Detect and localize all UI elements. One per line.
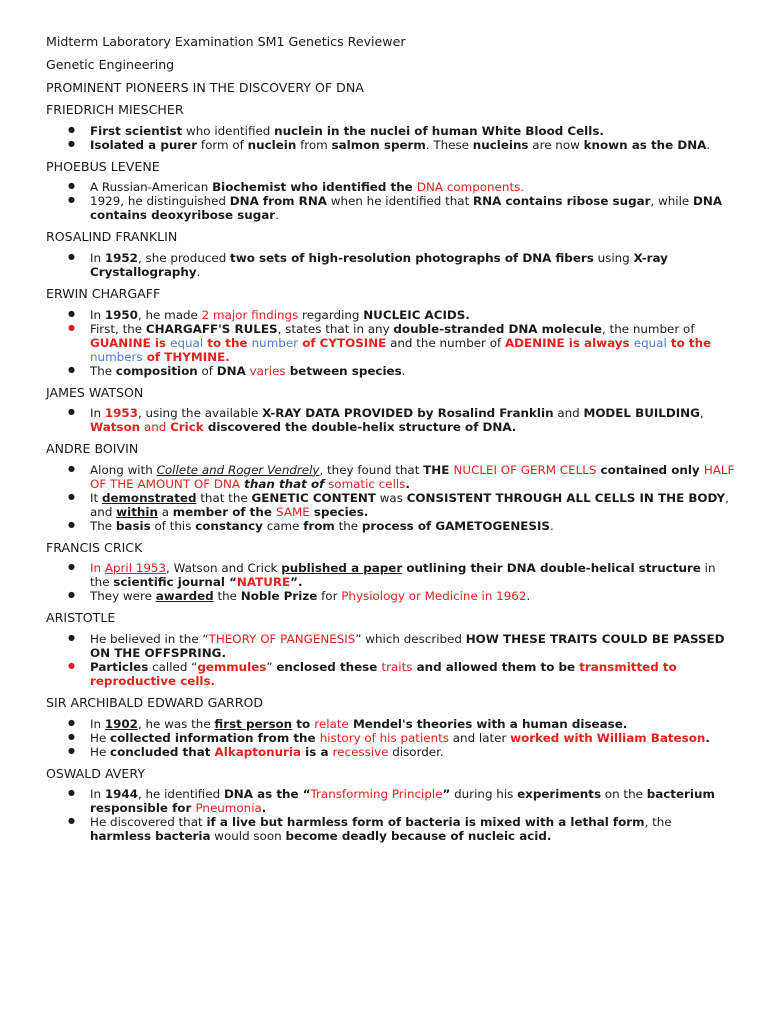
text-run: from [296,137,332,152]
text-run: are now [528,137,584,152]
text-run: species. [309,504,369,519]
pioneers-list [46,101,736,843]
text-run: . [705,730,710,745]
text-run: of CYTOSINE [298,335,387,350]
text-run: somatic cells [328,476,406,491]
text-run: was [375,490,407,505]
bullet-list [46,787,736,843]
text-run: gemmules [197,659,267,674]
text-run: of THYMINE. [142,349,230,364]
text-run: SAME [276,504,310,519]
text-run: nuclein [247,137,297,152]
text-run: the [334,518,362,533]
text-run: Alkaptonuria [214,744,302,759]
bullet-item [46,561,736,589]
text-run: came [262,518,304,533]
text-run: GUANINE is [90,335,171,350]
text-run: the [213,589,241,604]
bullet-item [46,745,736,759]
text-run: GENETIC CONTENT [251,490,376,505]
text-run: , the [644,815,672,830]
text-run: In [90,561,105,576]
text-run: In [90,307,105,322]
text-run: It [90,490,102,505]
text-run: THEORY OF PANGENESIS [208,631,356,646]
text-run: known as the DNA [583,137,707,152]
bullet-item [46,632,736,660]
bullet-list [46,308,736,378]
text-run: experiments [517,787,602,802]
text-run: scientific journal “ [113,575,237,590]
text-run: composition [115,363,198,378]
text-run: He discovered that [90,815,207,830]
text-run: called “ [148,659,198,674]
text-run: HALF OF THE AMOUNT OF DNA [90,462,735,491]
text-run: Biochemist who identified the [212,180,417,195]
text-run: for [317,589,342,604]
text-run: ” [442,787,451,802]
text-run: process of GAMETOGENESIS [361,518,550,533]
text-run: equal [633,335,667,350]
text-run: and the number of [386,335,505,350]
text-run: within [116,504,158,519]
text-run: in the [90,561,716,590]
bullet-item [46,138,736,152]
text-run: . [401,363,406,378]
document-page [46,33,736,849]
bullet-item [46,660,736,688]
text-run: if a live but harmless form of bacteria is mixed with a lethal form [206,815,645,830]
text-run: A Russian-American [90,180,213,195]
bullet-item [46,406,736,434]
text-run: The [90,518,116,533]
bullet-list [46,180,736,222]
bullet-item [46,463,736,491]
text-run: ” [266,659,277,674]
text-run: Watson [90,420,141,435]
text-run: and later [448,730,511,745]
bullet-item [46,589,736,603]
pioneer-name: OSWALD AVERY [46,765,146,781]
text-run: transmitted to reproductive cells. [90,659,677,688]
text-run: . [196,264,201,279]
text-run: demonstrated [101,490,197,505]
text-run: 2 major findings [201,307,299,322]
text-run: bacterium responsible for [90,787,715,816]
text-run: , states that in any [277,321,394,336]
text-run: First scientist [90,123,183,138]
text-run: , Watson and Crick [166,561,282,576]
text-run: 1902 [104,716,138,731]
text-run: First, the [90,321,146,336]
text-run: of this [150,518,196,533]
text-run: , the number of [602,321,695,336]
pioneer-name: PHOEBUS LEVENE [46,158,160,174]
text-run: In [90,716,105,731]
text-run: salmon sperm [331,137,426,152]
text-run: that the [196,490,252,505]
pioneer-name: ARISTOTLE [46,610,116,626]
text-run: and [553,406,584,421]
text-run: and allowed them to be [412,659,580,674]
text-run: Along with [90,462,157,477]
text-run: , he was the [137,716,215,731]
text-run: Particles [90,659,149,674]
text-run: Pneumonia [195,801,262,816]
bullet-item [46,308,736,322]
text-run: than that of [240,476,325,491]
pioneer-name: FRIEDRICH MIESCHER [46,102,184,118]
text-run: contained only [596,462,704,477]
text-run: Mendel's theories with a human disease. [348,716,628,731]
text-run: awarded [155,589,214,604]
text-run: MODEL BUILDING [583,406,700,421]
document-subtitle: Genetic Engineering [46,57,175,72]
text-run: . [526,589,531,604]
text-run: become deadly because of nucleic acid. [285,829,552,844]
text-run: They were [90,589,156,604]
text-run: 1929, he distinguished [90,194,230,209]
bullet-item [46,322,736,364]
text-run: between species [285,363,402,378]
text-run: during his [450,787,518,802]
pioneer-name: JAMES WATSON [46,384,144,400]
text-run: discovered the double-helix structure of DNA. [203,420,517,435]
text-run: disorder. [388,744,444,759]
bullet-item [46,364,736,378]
text-run: form of [197,137,248,152]
text-run: harmless bacteria [90,829,211,844]
text-run: two sets of high-resolution photographs of DNA fibers [230,250,594,265]
text-run: Crick [170,420,204,435]
text-run: DNA from RNA [229,194,327,209]
text-run: , he made [137,307,202,322]
bullet-item [46,717,736,731]
text-run: DNA components. [416,180,525,195]
text-run: worked with William Bateson [510,730,706,745]
text-run: April 1953 [104,561,167,576]
document-title: Midterm Laboratory Examination SM1 Genetics Reviewer [46,34,406,49]
bullet-item [46,491,736,519]
text-run: ”. [290,575,303,590]
text-run: NATURE [236,575,291,590]
text-run: , while [650,194,694,209]
text-run: , he identified [137,787,224,802]
text-run: concluded that [110,744,215,759]
text-run: He believed in the “ [90,631,209,646]
pioneer-name: ROSALIND FRANKLIN [46,229,178,245]
text-run: In [90,250,105,265]
text-run: would soon [210,829,286,844]
text-run: CONSISTENT THROUGH ALL CELLS IN THE BODY [406,490,726,505]
section-title: PROMINENT PIONEERS IN THE DISCOVERY OF DNA [46,79,364,95]
text-run: . [550,518,554,533]
text-run: to the [666,335,712,350]
text-run: . These [425,137,473,152]
text-run: , they found that [319,462,424,477]
bullet-list [46,251,736,279]
text-run: RNA contains ribose sugar [473,194,651,209]
bullet-list [46,632,736,688]
text-run: constancy [195,518,263,533]
text-run: using [593,250,634,265]
bullet-list [46,406,736,434]
pioneer-name: SIR ARCHIBALD EDWARD GARROD [46,694,264,710]
text-run: , [699,406,704,421]
text-run: enclosed these [276,659,382,674]
text-run: THE [423,462,454,477]
bullet-list [46,463,736,533]
text-run: DNA [216,363,246,378]
text-run: . [706,137,711,152]
text-run: basis [115,518,151,533]
text-run: , she produced [137,250,231,265]
text-run: He [90,744,111,759]
text-run: a [157,504,173,519]
text-run: CHARGAFF'S RULES [145,321,278,336]
text-run: He [90,730,111,745]
bullet-list [46,561,736,603]
text-run: In [90,406,105,421]
text-run: . [275,208,279,223]
text-run: DNA contains deoxyribose sugar [90,194,723,223]
text-run: equal [170,335,204,350]
bullet-item [46,251,736,279]
text-run: is a [301,744,333,759]
text-run: to the [203,335,252,350]
text-run: regarding [298,307,364,322]
text-run: 1953 [104,406,138,421]
text-run: relate [314,716,349,731]
text-run: Collete and Roger Vendrely [156,462,320,477]
bullet-list [46,124,736,152]
pioneer-name: ERWIN CHARGAFF [46,285,161,301]
text-run: published a paper [281,561,403,576]
text-run: nuclein in the nuclei of human White Blood Cells. [274,123,604,138]
text-run: 1950 [104,307,138,322]
text-run: , and [90,490,729,519]
text-run: X-RAY DATA PROVIDED by Rosalind Franklin [262,406,554,421]
text-run: recessive [332,744,389,759]
text-run: member of the [172,504,277,519]
text-run: on the [601,787,647,802]
text-run: The [90,363,116,378]
bullet-item [46,787,736,815]
text-run: from [303,518,335,533]
text-run: DNA as the “ [223,787,311,802]
text-run: Physiology or Medicine in 1962 [341,589,527,604]
text-run: double-stranded DNA molecule [393,321,602,336]
pioneer-name: ANDRE BOIVIN [46,441,139,457]
text-run: , using the available [137,406,263,421]
text-run: Noble Prize [240,589,318,604]
bullet-item [46,180,736,194]
text-run: nucleins [472,137,529,152]
text-run: . [261,801,267,816]
bullet-item [46,815,736,843]
text-run: of [197,363,217,378]
text-run: varies [249,363,286,378]
text-run: number [251,335,299,350]
text-run: who identified [182,123,275,138]
text-run: to [292,716,315,731]
text-run: Isolated a purer [90,137,198,152]
text-run: In [90,787,105,802]
text-run: collected information from the [110,730,320,745]
bullet-item [46,194,736,222]
text-run: . [405,476,410,491]
text-run: ” which described [355,631,466,646]
pioneer-name: FRANCIS CRICK [46,539,143,555]
bullet-list [46,717,736,759]
text-run: history of his patients [319,730,449,745]
text-run: ADENINE is always [504,335,634,350]
text-run: outlining their DNA double-helical structure [402,561,701,576]
text-run: NUCLEIC ACIDS. [363,307,470,322]
text-run: numbers [90,349,143,364]
text-run: HOW THESE TRAITS COULD BE PASSED ON THE OFFSPRING. [90,631,725,660]
text-run: and [140,420,171,435]
bullet-item [46,124,736,138]
text-run: when he identified that [326,194,474,209]
text-run: NUCLEI OF GERM CELLS [453,462,597,477]
text-run: X-ray Crystallography [90,250,668,279]
bullet-item [46,731,736,745]
text-run: 1944 [104,787,138,802]
text-run: traits [381,659,413,674]
bullet-item [46,519,736,533]
text-run: 1952 [104,250,138,265]
text-run: Transforming Principle [310,787,443,802]
text-run: first person [214,716,293,731]
